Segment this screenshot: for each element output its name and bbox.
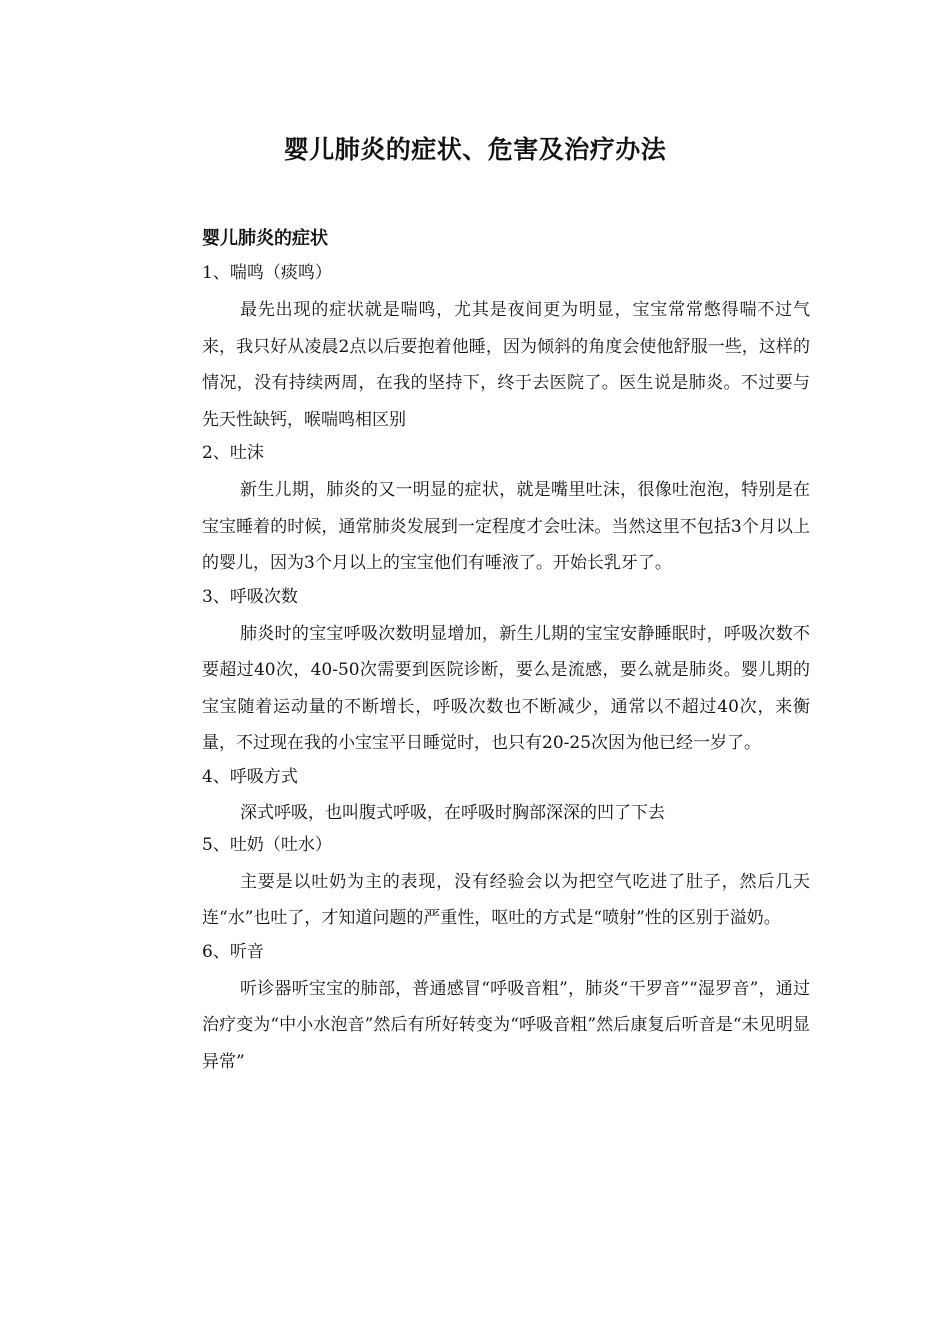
item-heading-3: 3、呼吸次数 [202, 586, 298, 607]
item-heading-4: 4、呼吸方式 [202, 766, 298, 787]
section-heading: 婴儿肺炎的症状 [202, 228, 328, 249]
item-heading-1: 1、喘鸣（痰鸣） [202, 263, 332, 283]
item-body-3: 肺炎时的宝宝呼吸次数明显增加，新生儿期的宝宝安静睡眠时，呼吸次数不要超过40次，40-50次需要到医院诊断，要么是流感，要么就是肺炎。婴儿期的宝宝随着运动量的不断增长，呼吸次数也不断减少，通常以不超过40次，来衡量，不过现在我的小宝宝平日睡觉时，也只有20-25次因为他已经一岁了。 [202, 623, 810, 753]
document-content [202, 224, 810, 1080]
item-body-1: 最先出现的症状就是喘鸣，尤其是夜间更为明显，宝宝常常憋得喘不过气来，我只好从凌晨2点以后要抱着他睡，因为倾斜的角度会使他舒服一些，这样的情况，没有持续两周，在我的坚持下，终于去医院了。医生说是肺炎。不过要与先天性缺钙，喉喘鸣相区别 [202, 300, 810, 430]
item-body-2: 新生儿期，肺炎的又一明显的症状，就是嘴里吐沫，很像吐泡泡，特别是在宝宝睡着的时候，通常肺炎发展到一定程度才会吐沫。当然这里不包括3个月以上的婴儿，因为3个月以上的宝宝他们有唾液了。开始长乳牙了。 [202, 480, 810, 573]
document-title: 婴儿肺炎的症状、危害及治疗办法 [283, 135, 667, 164]
item-heading-5: 5、吐奶（吐水） [202, 834, 332, 855]
item-body-6: 听诊器听宝宝的肺部，普通感冒“呼吸音粗”，肺炎“干罗音”“湿罗音”，通过治疗变为“中小水泡音”然后有所好转变为“呼吸音粗”然后康复后听音是“未见明显异常” [202, 978, 810, 1072]
item-body-5: 主要是以吐奶为主的表现，没有经验会以为把空气吃进了肚子，然后几天连“水”也吐了，才知道问题的严重性，呕吐的方式是“喷射”性的区别于溢奶。 [202, 871, 810, 928]
item-body-4: 深式呼吸，也叫腹式呼吸，在呼吸时胸部深深的凹了下去 [240, 802, 665, 823]
item-heading-6: 6、听音 [202, 941, 264, 962]
item-heading-2: 2、吐沫 [202, 443, 264, 463]
